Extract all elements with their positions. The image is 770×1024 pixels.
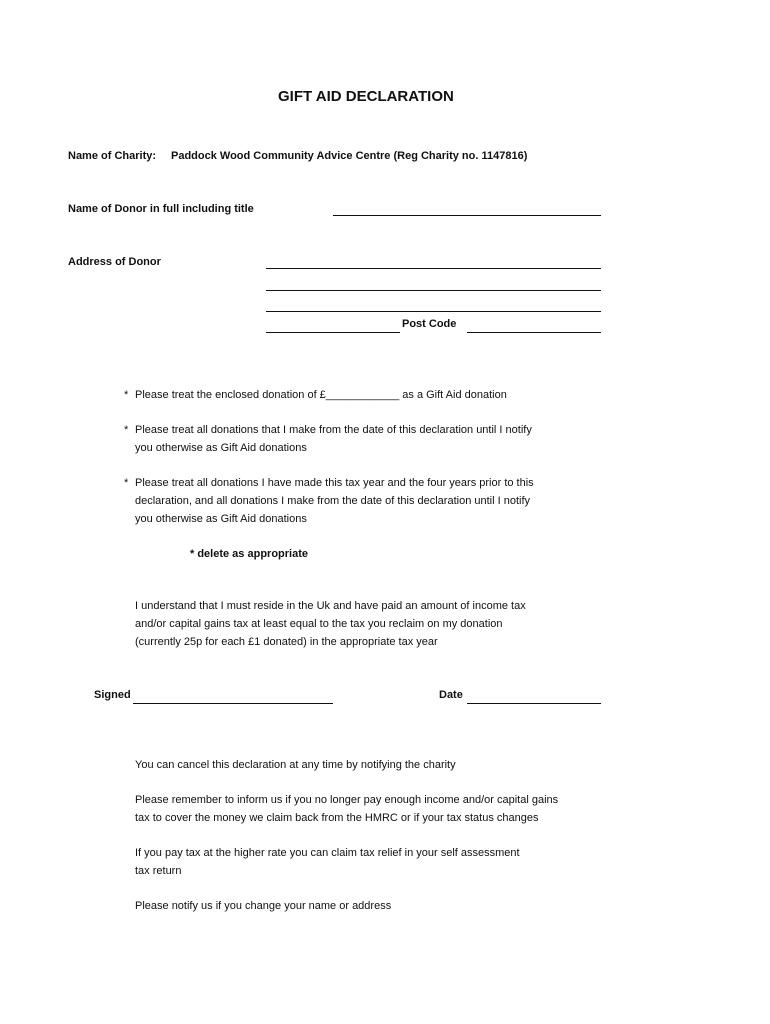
address-line-3[interactable] [266, 311, 601, 312]
note-line: tax to cover the money we claim back from the HMRC or if your tax status changes [135, 812, 539, 824]
understand-line: I understand that I must reside in the Uk and have paid an amount of income tax [135, 600, 526, 612]
option-3-line: declaration, and all donations I make from the date of this declaration until I notify [135, 495, 531, 507]
address-line-2[interactable] [266, 290, 601, 291]
delete-note: * delete as appropriate [190, 548, 308, 560]
page-title: GIFT AID DECLARATION [278, 88, 454, 105]
date-field[interactable] [467, 703, 601, 704]
address-label: Address of Donor [68, 256, 161, 268]
understand-line: and/or capital gains tax at least equal to the tax you reclaim on my donation [135, 618, 503, 630]
option-2-line: Please treat all donations that I make from the date of this declaration until I notify [135, 424, 532, 436]
charity-value: Paddock Wood Community Advice Centre (Reg Charity no. 1147816) [171, 150, 528, 162]
postcode-label: Post Code [402, 318, 457, 330]
address-line-4[interactable] [266, 332, 400, 333]
note-line: Please notify us if you change your name or address [135, 900, 392, 912]
charity-label: Name of Charity: [68, 150, 157, 162]
note-line: You can cancel this declaration at any time by notifying the charity [135, 759, 456, 771]
address-line-1[interactable] [266, 268, 601, 269]
note-line: Please remember to inform us if you no longer pay enough income and/or capital gains [135, 794, 559, 806]
signed-label: Signed [94, 689, 131, 701]
option-3-line: you otherwise as Gift Aid donations [135, 513, 307, 525]
postcode-field[interactable] [467, 332, 601, 333]
option-2-star: * [124, 424, 129, 436]
option-1-star: * [124, 389, 129, 401]
option-1-line: Please treat the enclosed donation of £____________ as a Gift Aid donation [135, 389, 507, 401]
date-label: Date [439, 689, 463, 701]
option-3-star: * [124, 477, 129, 489]
understand-line: (currently 25p for each £1 donated) in the appropriate tax year [135, 636, 438, 648]
donor-name-field[interactable] [333, 215, 601, 216]
note-line: If you pay tax at the higher rate you can claim tax relief in your self assessment [135, 847, 520, 859]
signature-field[interactable] [133, 703, 333, 704]
option-2-line: you otherwise as Gift Aid donations [135, 442, 307, 454]
option-3-line: Please treat all donations I have made this tax year and the four years prior to this [135, 477, 534, 489]
note-line: tax return [135, 865, 182, 877]
donor-name-label: Name of Donor in full including title [68, 203, 254, 215]
